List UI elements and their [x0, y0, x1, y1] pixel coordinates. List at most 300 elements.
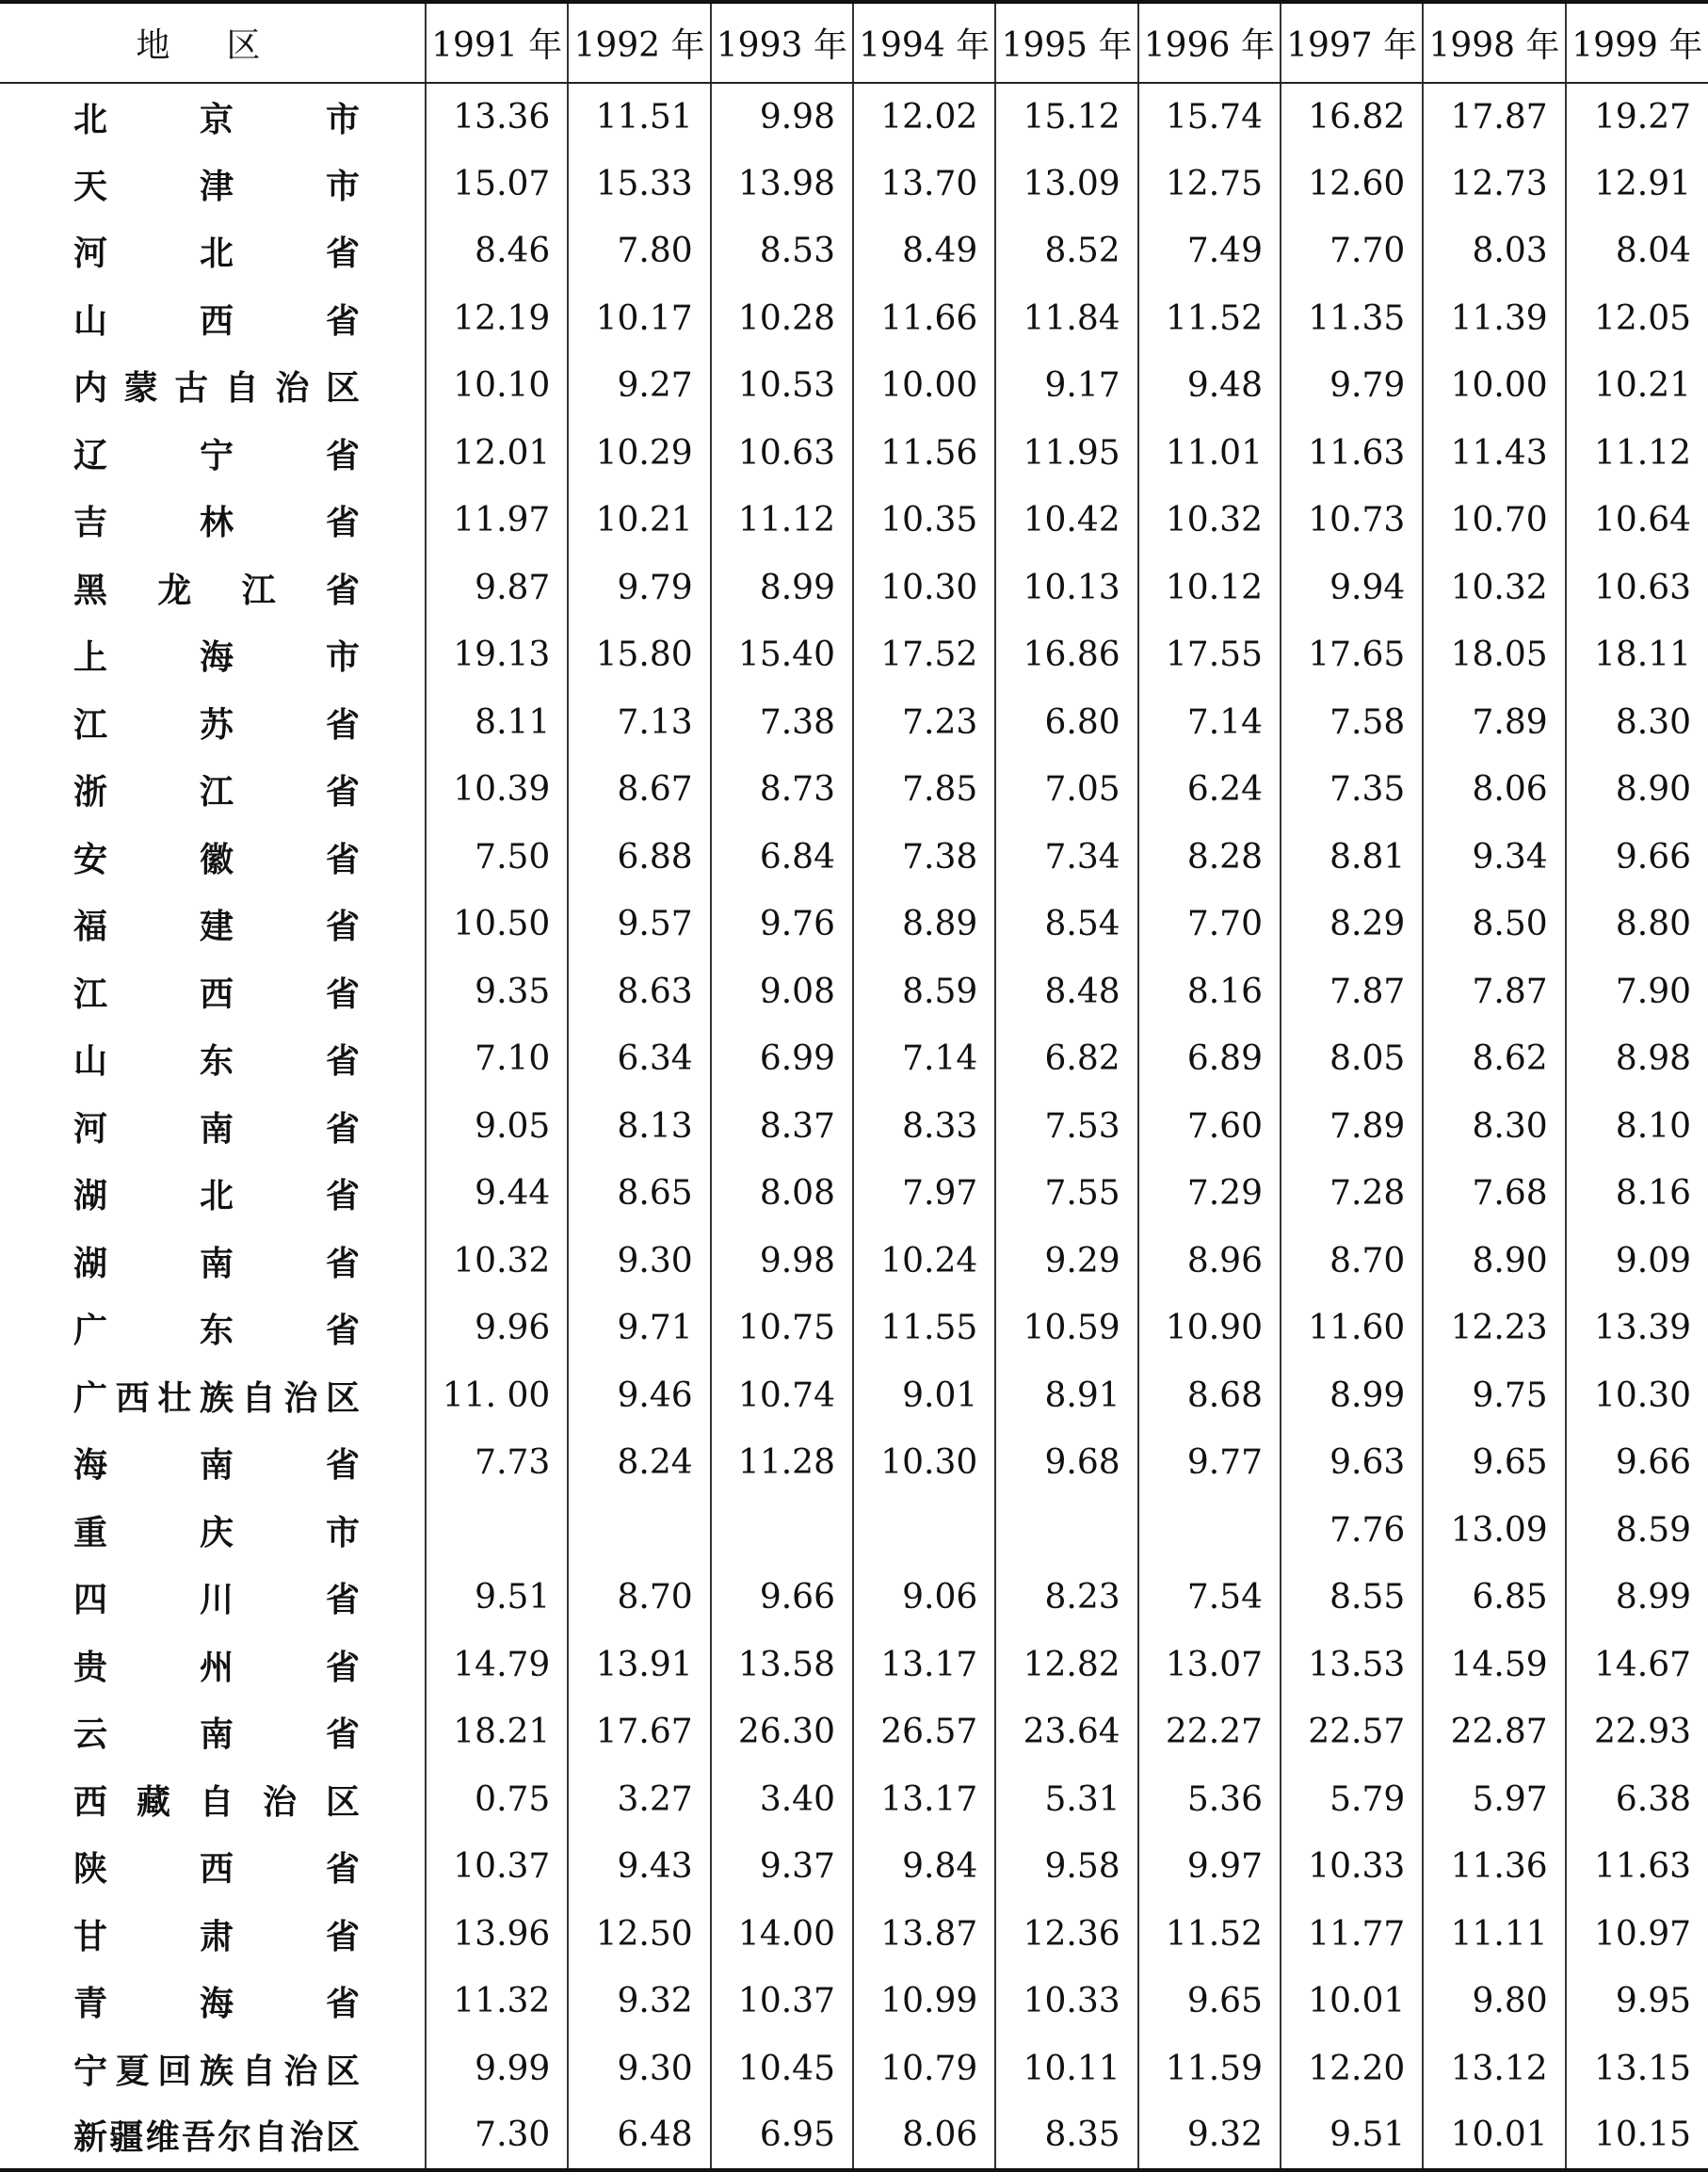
value-cell: 9.32 [1138, 2102, 1281, 2170]
value-cell: 10.15 [1566, 2102, 1708, 2170]
region-cell [0, 352, 426, 420]
value-cell: 10.63 [711, 420, 853, 488]
value-cell: 13.53 [1281, 1632, 1423, 1699]
value-cell: 8.13 [568, 1093, 710, 1161]
value-cell: 10.79 [853, 2035, 995, 2103]
value-cell: 12.01 [426, 420, 568, 488]
value-cell: 9.65 [1138, 1968, 1281, 2035]
value-cell: 7.23 [853, 689, 995, 757]
value-cell: 8.91 [995, 1362, 1137, 1430]
value-cell: 7.49 [1138, 217, 1281, 285]
value-cell: 7.54 [1138, 1564, 1281, 1632]
value-cell: 9.71 [568, 1295, 710, 1362]
table-row [0, 1362, 1708, 1430]
value-cell: 11.35 [1281, 285, 1423, 353]
region-name: 重庆市 [73, 1512, 360, 1553]
value-cell [853, 1497, 995, 1565]
value-cell: 8.70 [568, 1564, 710, 1632]
value-cell: 12.73 [1423, 151, 1565, 218]
value-cell: 8.50 [1423, 891, 1565, 958]
table-row [0, 1228, 1708, 1295]
value-cell: 7.76 [1281, 1497, 1423, 1565]
value-cell: 12.02 [853, 83, 995, 151]
value-cell: 18.05 [1423, 621, 1565, 689]
table-row [0, 555, 1708, 622]
value-cell: 7.30 [426, 2102, 568, 2170]
value-cell: 8.54 [995, 891, 1137, 958]
value-cell: 8.30 [1566, 689, 1708, 757]
region-cell [0, 1698, 426, 1766]
value-cell: 8.04 [1566, 217, 1708, 285]
value-cell: 15.07 [426, 151, 568, 218]
region-name: 山东省 [73, 1041, 360, 1082]
value-cell: 17.55 [1138, 621, 1281, 689]
value-cell: 7.38 [711, 689, 853, 757]
value-cell: 11.84 [995, 285, 1137, 353]
region-cell [0, 1901, 426, 1969]
value-cell: 13.87 [853, 1901, 995, 1969]
value-cell: 15.12 [995, 83, 1137, 151]
column-header-year: 1992 年 [568, 2, 710, 83]
value-cell: 16.86 [995, 621, 1137, 689]
value-cell: 17.65 [1281, 621, 1423, 689]
value-cell: 11.59 [1138, 2035, 1281, 2103]
table-row [0, 151, 1708, 218]
region-name: 四川省 [73, 1580, 360, 1620]
table-row [0, 2102, 1708, 2170]
region-name: 宁夏回族自治区 [73, 2051, 360, 2091]
value-cell: 13.09 [1423, 1497, 1565, 1565]
region-cell [0, 1295, 426, 1362]
value-cell: 10.17 [568, 285, 710, 353]
value-cell: 17.87 [1423, 83, 1565, 151]
value-cell: 11.01 [1138, 420, 1281, 488]
region-cell [0, 824, 426, 892]
value-cell: 7.60 [1138, 1093, 1281, 1161]
region-cell [0, 958, 426, 1026]
value-cell: 9.35 [426, 958, 568, 1026]
value-cell: 3.40 [711, 1766, 853, 1834]
value-cell: 9.98 [711, 83, 853, 151]
value-cell: 10.00 [1423, 352, 1565, 420]
value-cell: 12.91 [1566, 151, 1708, 218]
region-name: 福建省 [73, 907, 360, 947]
value-cell [711, 1497, 853, 1565]
value-cell: 8.81 [1281, 824, 1423, 892]
value-cell: 9.95 [1566, 1968, 1708, 2035]
value-cell: 18.11 [1566, 621, 1708, 689]
value-cell: 11.36 [1423, 1833, 1565, 1901]
value-cell: 5.79 [1281, 1766, 1423, 1834]
value-cell: 9.32 [568, 1968, 710, 2035]
value-cell: 8.05 [1281, 1025, 1423, 1093]
value-cell: 10.01 [1281, 1968, 1423, 2035]
region-name: 湖北省 [73, 1176, 360, 1216]
value-cell: 22.87 [1423, 1698, 1565, 1766]
value-cell: 10.33 [1281, 1833, 1423, 1901]
value-cell: 10.30 [1566, 1362, 1708, 1430]
value-cell: 11.28 [711, 1429, 853, 1497]
value-cell: 8.59 [853, 958, 995, 1026]
table-row [0, 487, 1708, 555]
value-cell: 6.24 [1138, 756, 1281, 824]
value-cell: 13.17 [853, 1632, 995, 1699]
value-cell: 9.84 [853, 1833, 995, 1901]
value-cell: 7.55 [995, 1160, 1137, 1228]
region-name: 天津市 [73, 166, 360, 206]
value-cell: 10.97 [1566, 1901, 1708, 1969]
value-cell: 8.96 [1138, 1228, 1281, 1295]
header-row [0, 2, 1708, 83]
value-cell: 15.33 [568, 151, 710, 218]
value-cell: 9.63 [1281, 1429, 1423, 1497]
column-header-year: 1991 年 [426, 2, 568, 83]
value-cell: 11.52 [1138, 1901, 1281, 1969]
value-cell: 10.35 [853, 487, 995, 555]
value-cell: 8.99 [711, 555, 853, 622]
table-row [0, 756, 1708, 824]
value-cell: 8.35 [995, 2102, 1137, 2170]
value-cell: 12.60 [1281, 151, 1423, 218]
region-name: 云南省 [73, 1714, 360, 1755]
value-cell: 10.70 [1423, 487, 1565, 555]
value-cell: 10.00 [853, 352, 995, 420]
value-cell: 12.19 [426, 285, 568, 353]
value-cell: 9.51 [426, 1564, 568, 1632]
value-cell: 8.65 [568, 1160, 710, 1228]
value-cell: 8.06 [853, 2102, 995, 2170]
value-cell: 10.29 [568, 420, 710, 488]
table-row [0, 352, 1708, 420]
table-row [0, 2035, 1708, 2103]
value-cell: 11.52 [1138, 285, 1281, 353]
value-cell [568, 1497, 710, 1565]
region-cell [0, 1833, 426, 1901]
value-cell: 9.09 [1566, 1228, 1708, 1295]
value-cell: 11.95 [995, 420, 1137, 488]
region-name: 辽宁省 [73, 435, 360, 475]
value-cell: 7.29 [1138, 1160, 1281, 1228]
value-cell: 9.44 [426, 1160, 568, 1228]
value-cell: 6.48 [568, 2102, 710, 2170]
region-cell [0, 1160, 426, 1228]
value-cell: 8.90 [1423, 1228, 1565, 1295]
value-cell: 9.94 [1281, 555, 1423, 622]
region-cell [0, 83, 426, 151]
value-cell: 9.80 [1423, 1968, 1565, 2035]
region-cell [0, 1228, 426, 1295]
value-cell: 9.30 [568, 1228, 710, 1295]
value-cell: 22.57 [1281, 1698, 1423, 1766]
value-cell: 6.38 [1566, 1766, 1708, 1834]
value-cell [426, 1497, 568, 1565]
value-cell: 10.01 [1423, 2102, 1565, 2170]
value-cell: 7.89 [1281, 1093, 1423, 1161]
value-cell: 7.14 [853, 1025, 995, 1093]
value-cell: 7.34 [995, 824, 1137, 892]
region-cell [0, 1429, 426, 1497]
value-cell: 11.43 [1423, 420, 1565, 488]
region-name: 浙江省 [73, 772, 360, 812]
value-cell: 7.80 [568, 217, 710, 285]
value-cell: 10.37 [711, 1968, 853, 2035]
table-row [0, 1901, 1708, 1969]
value-cell: 14.59 [1423, 1632, 1565, 1699]
table-row [0, 420, 1708, 488]
region-cell [0, 487, 426, 555]
value-cell: 9.66 [711, 1564, 853, 1632]
table-row [0, 1093, 1708, 1161]
value-cell: 10.13 [995, 555, 1137, 622]
value-cell: 7.87 [1423, 958, 1565, 1026]
table-row [0, 1497, 1708, 1565]
value-cell [995, 1497, 1137, 1565]
value-cell: 8.16 [1138, 958, 1281, 1026]
value-cell: 8.24 [568, 1429, 710, 1497]
value-cell: 9.08 [711, 958, 853, 1026]
value-cell: 10.24 [853, 1228, 995, 1295]
value-cell: 13.09 [995, 151, 1137, 218]
region-cell [0, 1497, 426, 1565]
value-cell: 8.59 [1566, 1497, 1708, 1565]
value-cell: 9.06 [853, 1564, 995, 1632]
value-cell: 9.17 [995, 352, 1137, 420]
value-cell: 7.13 [568, 689, 710, 757]
region-cell [0, 2035, 426, 2103]
value-cell: 18.21 [426, 1698, 568, 1766]
region-name: 广西壮族自治区 [73, 1377, 360, 1418]
value-cell: 8.67 [568, 756, 710, 824]
value-cell: 7.50 [426, 824, 568, 892]
value-cell: 7.73 [426, 1429, 568, 1497]
table-row [0, 1429, 1708, 1497]
value-cell: 10.32 [1138, 487, 1281, 555]
value-cell: 13.70 [853, 151, 995, 218]
value-cell: 10.32 [426, 1228, 568, 1295]
value-cell: 12.05 [1566, 285, 1708, 353]
region-name: 安徽省 [73, 839, 360, 879]
value-cell: 12.20 [1281, 2035, 1423, 2103]
table-row [0, 1698, 1708, 1766]
region-name: 河北省 [73, 233, 360, 274]
value-cell: 5.97 [1423, 1766, 1565, 1834]
value-cell: 5.36 [1138, 1766, 1281, 1834]
column-header-year: 1993 年 [711, 2, 853, 83]
value-cell: 10.28 [711, 285, 853, 353]
value-cell: 23.64 [995, 1698, 1137, 1766]
table-row [0, 1025, 1708, 1093]
region-name: 广东省 [73, 1311, 360, 1351]
value-cell: 11.97 [426, 487, 568, 555]
region-name: 海南省 [73, 1445, 360, 1486]
value-cell: 7.35 [1281, 756, 1423, 824]
value-cell: 9.48 [1138, 352, 1281, 420]
value-cell: 7.05 [995, 756, 1137, 824]
region-cell [0, 1093, 426, 1161]
value-cell: 11.77 [1281, 1901, 1423, 1969]
column-header-year: 1996 年 [1138, 2, 1281, 83]
value-cell: 10.30 [853, 1429, 995, 1497]
value-cell: 16.82 [1281, 83, 1423, 151]
value-cell: 10.39 [426, 756, 568, 824]
value-cell: 9.30 [568, 2035, 710, 2103]
region-name: 江西省 [73, 973, 360, 1014]
value-cell: 9.66 [1566, 1429, 1708, 1497]
value-cell: 9.05 [426, 1093, 568, 1161]
value-cell: 12.50 [568, 1901, 710, 1969]
value-cell: 8.98 [1566, 1025, 1708, 1093]
region-name: 青海省 [73, 1984, 360, 2024]
value-cell: 8.28 [1138, 824, 1281, 892]
value-cell: 6.88 [568, 824, 710, 892]
column-header-region: 地区 [0, 2, 426, 83]
region-name: 贵州省 [73, 1647, 360, 1687]
value-cell: 9.51 [1281, 2102, 1423, 2170]
value-cell: 8.06 [1423, 756, 1565, 824]
table-row [0, 1833, 1708, 1901]
region-cell [0, 217, 426, 285]
value-cell: 9.01 [853, 1362, 995, 1430]
region-cell [0, 151, 426, 218]
value-cell: 8.99 [1566, 1564, 1708, 1632]
value-cell: 10.53 [711, 352, 853, 420]
value-cell: 7.85 [853, 756, 995, 824]
table-row [0, 958, 1708, 1026]
value-cell: 9.46 [568, 1362, 710, 1430]
value-cell: 6.82 [995, 1025, 1137, 1093]
value-cell: 12.23 [1423, 1295, 1565, 1362]
value-cell: 14.00 [711, 1901, 853, 1969]
value-cell: 11.12 [711, 487, 853, 555]
region-cell [0, 1564, 426, 1632]
value-cell: 15.74 [1138, 83, 1281, 151]
value-cell: 7.38 [853, 824, 995, 892]
value-cell: 10.74 [711, 1362, 853, 1430]
value-cell: 11.39 [1423, 285, 1565, 353]
region-name: 陕西省 [73, 1849, 360, 1890]
value-cell: 9.37 [711, 1833, 853, 1901]
region-name: 湖南省 [73, 1243, 360, 1283]
value-cell: 8.10 [1566, 1093, 1708, 1161]
column-header-year: 1998 年 [1423, 2, 1565, 83]
value-cell: 9.98 [711, 1228, 853, 1295]
value-cell: 3.27 [568, 1766, 710, 1834]
region-cell [0, 689, 426, 757]
region-name: 甘肃省 [73, 1916, 360, 1956]
value-cell: 9.66 [1566, 824, 1708, 892]
value-cell: 9.34 [1423, 824, 1565, 892]
value-cell: 12.75 [1138, 151, 1281, 218]
value-cell: 8.73 [711, 756, 853, 824]
table-header [0, 2, 1708, 83]
region-cell [0, 555, 426, 622]
value-cell: 11.56 [853, 420, 995, 488]
value-cell: 8.62 [1423, 1025, 1565, 1093]
table-row [0, 1295, 1708, 1362]
column-header-year: 1999 年 [1566, 2, 1708, 83]
value-cell: 8.03 [1423, 217, 1565, 285]
value-cell: 7.90 [1566, 958, 1708, 1026]
value-cell: 10.32 [1423, 555, 1565, 622]
value-cell: 7.58 [1281, 689, 1423, 757]
value-cell: 10.64 [1566, 487, 1708, 555]
region-cell [0, 1362, 426, 1430]
value-cell: 7.70 [1281, 217, 1423, 285]
value-cell: 13.12 [1423, 2035, 1565, 2103]
value-cell: 13.96 [426, 1901, 568, 1969]
value-cell: 14.79 [426, 1632, 568, 1699]
table-row [0, 83, 1708, 151]
table-row [0, 824, 1708, 892]
value-cell: 9.87 [426, 555, 568, 622]
region-name: 上海市 [73, 637, 360, 678]
value-cell: 9.65 [1423, 1429, 1565, 1497]
region-cell [0, 420, 426, 488]
value-cell: 7.68 [1423, 1160, 1565, 1228]
column-header-year: 1995 年 [995, 2, 1137, 83]
region-name: 黑龙江省 [73, 570, 360, 610]
value-cell: 8.46 [426, 217, 568, 285]
value-cell: 11.63 [1281, 420, 1423, 488]
value-cell: 10.75 [711, 1295, 853, 1362]
value-cell: 10.37 [426, 1833, 568, 1901]
value-cell: 6.85 [1423, 1564, 1565, 1632]
value-cell: 7.14 [1138, 689, 1281, 757]
value-cell: 10.33 [995, 1968, 1137, 2035]
value-cell: 8.33 [853, 1093, 995, 1161]
value-cell: 14.67 [1566, 1632, 1708, 1699]
value-cell: 11.51 [568, 83, 710, 151]
table-row [0, 1632, 1708, 1699]
value-cell: 11.63 [1566, 1833, 1708, 1901]
value-cell: 9.79 [1281, 352, 1423, 420]
table-row [0, 217, 1708, 285]
value-cell: 13.17 [853, 1766, 995, 1834]
value-cell: 8.16 [1566, 1160, 1708, 1228]
value-cell: 10.21 [568, 487, 710, 555]
value-cell: 8.23 [995, 1564, 1137, 1632]
value-cell: 0.75 [426, 1766, 568, 1834]
value-cell: 9.96 [426, 1295, 568, 1362]
region-name: 山西省 [73, 300, 360, 341]
region-name: 江苏省 [73, 704, 360, 745]
value-cell: 9.68 [995, 1429, 1137, 1497]
value-cell: 11.60 [1281, 1295, 1423, 1362]
table-row [0, 285, 1708, 353]
value-cell: 8.55 [1281, 1564, 1423, 1632]
value-cell: 26.30 [711, 1698, 853, 1766]
region-name: 西藏自治区 [73, 1781, 360, 1822]
table-row [0, 891, 1708, 958]
value-cell: 7.28 [1281, 1160, 1423, 1228]
value-cell: 10.11 [995, 2035, 1137, 2103]
region-name: 河南省 [73, 1108, 360, 1149]
value-cell: 8.53 [711, 217, 853, 285]
region-cell [0, 621, 426, 689]
region-cell [0, 756, 426, 824]
value-cell: 13.15 [1566, 2035, 1708, 2103]
table-row [0, 1766, 1708, 1834]
value-cell: 6.99 [711, 1025, 853, 1093]
value-cell: 12.82 [995, 1632, 1137, 1699]
value-cell: 10.63 [1566, 555, 1708, 622]
value-cell: 10.50 [426, 891, 568, 958]
value-cell: 19.27 [1566, 83, 1708, 151]
value-cell: 9.76 [711, 891, 853, 958]
table-row [0, 1564, 1708, 1632]
value-cell: 26.57 [853, 1698, 995, 1766]
value-cell: 17.67 [568, 1698, 710, 1766]
